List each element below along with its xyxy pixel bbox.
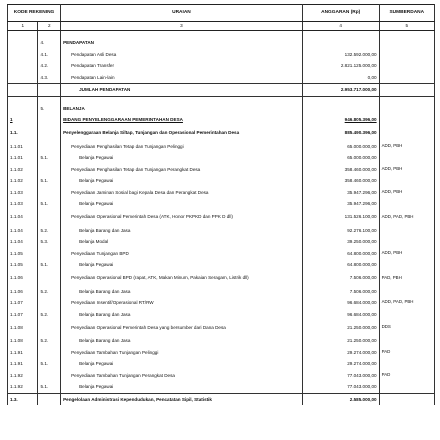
anggaran-cell: 131.526.100,00 [302,210,379,225]
table-row [8,152,435,164]
header-sumberdana: SUMBERDANA [379,5,434,22]
kode-2: 5.1. [38,175,61,187]
table-row [8,114,435,126]
sumberdana-cell [379,37,434,49]
kode-1 [8,60,38,72]
anggaran-cell: 2.953.717.000,00 [302,84,379,97]
uraian-cell: Belanja Pegawai [61,198,303,210]
uraian-cell: Penyelenggaraan Belanja Siltap, Tunjangan dan Operasional Pemerintahan Desa [61,126,303,141]
anggaran-cell: 7.506.000,00 [302,271,379,286]
anggaran-cell: 21.250.000,00 [302,335,379,347]
budget-table [7,4,435,405]
table-row [8,347,435,359]
kode-2: 5.2. [38,335,61,347]
table-row [8,187,435,199]
uraian-cell: Penyediaan Insentif/Operasional RT/RW [61,297,303,309]
uraian-cell: JUMLAH PENDAPATAN [61,84,303,97]
anggaran-cell: 65.000.000,00 [302,141,379,153]
sumberdana-cell: DDS [379,320,434,335]
table-row [8,103,435,115]
uraian-cell: Penyediaan Penghasilan Tetap dan Tunjangan Perangkat Desa [61,164,303,176]
sumberdana-cell [379,103,434,115]
col-num: 2 [38,22,61,31]
kode-2 [38,84,61,97]
kode-1: 1.1.06 [8,271,38,286]
kode-2: 5.2. [38,225,61,237]
uraian-cell: Penyediaan Operasional Pemerintah Desa yang bersumber dari Dana Desa [61,320,303,335]
kode-1: 1.1. [8,126,38,141]
anggaran-cell: 39.250.000,00 [302,236,379,248]
uraian-cell: Penyediaan Tambahan Tunjangan Perangkat Desa [61,370,303,382]
kode-2 [38,114,61,126]
uraian-cell: Penyediaan Operasional Pemerintah Desa (ATK, Honor PKPKD dan PPK D dll) [61,210,303,225]
kode-2 [38,271,61,286]
anggaran-cell: 358.460.000,00 [302,164,379,176]
kode-1 [8,72,38,84]
sumberdana-cell: ADD, PBH [379,187,434,199]
table-row [8,393,435,405]
kode-1: 1.1.02 [8,164,38,176]
anggaran-cell: 77.043.000,00 [302,381,379,393]
sumberdana-cell [379,60,434,72]
sumberdana-cell [379,225,434,237]
uraian-cell: Penyediaan Operasional BPD (rapat, ATK, Makan Minum, Pakaian Seragam, Listrik dll) [61,271,303,286]
uraian-cell: Belanja Modal [61,236,303,248]
anggaran-cell: 35.947.296,00 [302,187,379,199]
table-row [8,297,435,309]
sumberdana-cell [379,236,434,248]
kode-1: 1.1.03 [8,198,38,210]
table-row [8,286,435,298]
table-row [8,164,435,176]
anggaran-cell: 64.800.000,00 [302,259,379,271]
anggaran-cell: 92.276.100,00 [302,225,379,237]
uraian-cell: Belanja Pegawai [61,259,303,271]
kode-1: 1.3. [8,393,38,405]
kode-2: 4.3. [38,72,61,84]
kode-2 [38,210,61,225]
kode-2: 4.2. [38,60,61,72]
kode-1 [8,84,38,97]
anggaran-cell: 132.592.000,00 [302,49,379,61]
anggaran-cell: 885.490.396,00 [302,126,379,141]
table-row [8,198,435,210]
kode-2: 5.3. [38,236,61,248]
kode-1: 1.1.08 [8,335,38,347]
kode-1: 1.1.05 [8,259,38,271]
table-row [8,141,435,153]
kode-2 [38,164,61,176]
kode-2 [38,187,61,199]
kode-2: 5.2. [38,286,61,298]
kode-2: 5.2. [38,309,61,321]
sumberdana-cell [379,114,434,126]
col-num: 5 [379,22,434,31]
table-row [8,358,435,370]
kode-2 [38,297,61,309]
sumberdana-cell [379,175,434,187]
sumberdana-cell [379,381,434,393]
kode-1: 1 [8,114,38,126]
kode-2: 5.1. [38,152,61,164]
col-num: 1 [8,22,38,31]
kode-2 [38,248,61,260]
table-row [8,37,435,49]
kode-1: 1.1.05 [8,248,38,260]
sumberdana-cell [379,84,434,97]
table-row [8,309,435,321]
anggaran-cell: 2.821.125.000,00 [302,60,379,72]
kode-2: 5.1. [38,381,61,393]
sumberdana-cell [379,126,434,141]
table-row [8,72,435,84]
kode-1: 1.1.04 [8,225,38,237]
col-num: 4 [302,22,379,31]
kode-1: 1.1.01 [8,152,38,164]
uraian-cell: Pendapatan Transfer [61,60,303,72]
anggaran-cell: 64.800.000,00 [302,248,379,260]
kode-2: 5.1. [38,259,61,271]
kode-1: 1.1.08 [8,320,38,335]
anggaran-cell: 0,00 [302,72,379,84]
anggaran-cell: 21.250.000,00 [302,320,379,335]
kode-1 [8,37,38,49]
sumberdana-cell: ADD, PBH [379,164,434,176]
uraian-cell: Belanja Pegawai [61,152,303,164]
kode-1 [8,49,38,61]
anggaran-cell: 2.585.000,00 [302,393,379,405]
uraian-cell: Penyediaan Jaminan Sosial bagi Kepala Desa dan Perangkat Desa [61,187,303,199]
sumberdana-cell [379,259,434,271]
uraian-cell: Belanja Pegawai [61,175,303,187]
uraian-cell: Belanja Barang dan Jasa [61,286,303,298]
table-row [8,381,435,393]
kode-1: 1.1.03 [8,187,38,199]
sumberdana-cell [379,309,434,321]
kode-2 [38,320,61,335]
table-row [8,210,435,225]
col-num: 3 [61,22,303,31]
table-row [8,49,435,61]
uraian-cell: Belanja Barang dan Jasa [61,225,303,237]
sumberdana-cell [379,72,434,84]
table-row [8,126,435,141]
kode-2 [38,347,61,359]
anggaran-cell: 358.460.000,00 [302,175,379,187]
sumberdana-cell: ADD, PAD, PBH [379,210,434,225]
header-uraian: URAIAN [61,5,303,22]
anggaran-cell: 29.274.000,00 [302,347,379,359]
table-row [8,175,435,187]
uraian-cell: Belanja Barang dan Jasa [61,309,303,321]
anggaran-cell [302,37,379,49]
sumberdana-cell: ADD, PBH [379,141,434,153]
kode-1: 1.1.01 [8,141,38,153]
sumberdana-cell: ADD, PBH [379,248,434,260]
uraian-cell: Pengelolaan Administrasi Kependudukan, Pencatatan Sipil, Statistik [61,393,303,405]
header-kode-rekening: KODE REKENING [8,5,61,22]
anggaran-cell: 29.274.000,00 [302,358,379,370]
table-row [8,335,435,347]
anggaran-cell: 96.684.000,00 [302,297,379,309]
kode-2 [38,141,61,153]
kode-2 [38,370,61,382]
sumberdana-cell [379,152,434,164]
anggaran-cell: 7.506.000,00 [302,286,379,298]
anggaran-cell: 35.947.296,00 [302,198,379,210]
uraian-cell: Penyediaan Tunjangan BPD [61,248,303,260]
table-row [8,248,435,260]
header-anggaran: ANGGARAN (Rp) [302,5,379,22]
table-row [8,259,435,271]
table-row [8,320,435,335]
uraian-cell: Pendapatan Asli Desa [61,49,303,61]
table-row [8,236,435,248]
sumberdana-cell: PAD, PBH [379,271,434,286]
uraian-cell: PENDAPATAN [61,37,303,49]
table-row-total [8,84,435,97]
kode-1: 1.1.91 [8,347,38,359]
kode-1: 1.1.02 [8,175,38,187]
anggaran-cell: 77.043.000,00 [302,370,379,382]
kode-1: 1.1.92 [8,370,38,382]
anggaran-cell: 96.684.000,00 [302,309,379,321]
kode-2: 4. [38,37,61,49]
kode-1: 1.1.04 [8,210,38,225]
sumberdana-cell [379,286,434,298]
kode-2: 5.1. [38,198,61,210]
uraian-cell: Penyediaan Tambahan Tunjangan Pelinggi [61,347,303,359]
uraian-cell: Pendapatan Lain-lain [61,72,303,84]
uraian-cell: BIDANG PENYELENGGARAAN PEMERINTAHAN DESA [61,114,303,126]
kode-2: 5.1. [38,358,61,370]
kode-2: 4.1. [38,49,61,61]
sumberdana-cell [379,198,434,210]
table-row [8,225,435,237]
uraian-cell: Belanja Pegawai [61,358,303,370]
sumberdana-cell [379,358,434,370]
anggaran-cell: 946.805.396,00 [302,114,379,126]
kode-1: 1.1.07 [8,297,38,309]
uraian-cell: Belanja Barang dan Jasa [61,335,303,347]
anggaran-cell: 65.000.000,00 [302,152,379,164]
kode-1: 1.1.07 [8,309,38,321]
kode-1: 1.1.06 [8,286,38,298]
kode-2 [38,126,61,141]
kode-2: 5. [38,103,61,115]
kode-1: 1.1.04 [8,236,38,248]
uraian-cell: Belanja Pegawai [61,381,303,393]
sumberdana-cell: PAD [379,370,434,382]
sumberdana-cell: ADD, PAD, PBH [379,297,434,309]
kode-2 [38,393,61,405]
kode-1: 1.1.92 [8,381,38,393]
table-row [8,271,435,286]
sumberdana-cell [379,49,434,61]
table-row [8,370,435,382]
sumberdana-cell: PAD [379,347,434,359]
sumberdana-cell [379,393,434,405]
anggaran-cell [302,103,379,115]
uraian-cell: Penyediaan Penghasilan Tetap dan Tunjangan Pelinggi [61,141,303,153]
sumberdana-cell [379,335,434,347]
kode-1: 1.1.91 [8,358,38,370]
kode-1 [8,103,38,115]
table-row [8,60,435,72]
uraian-cell: BELANJA [61,103,303,115]
